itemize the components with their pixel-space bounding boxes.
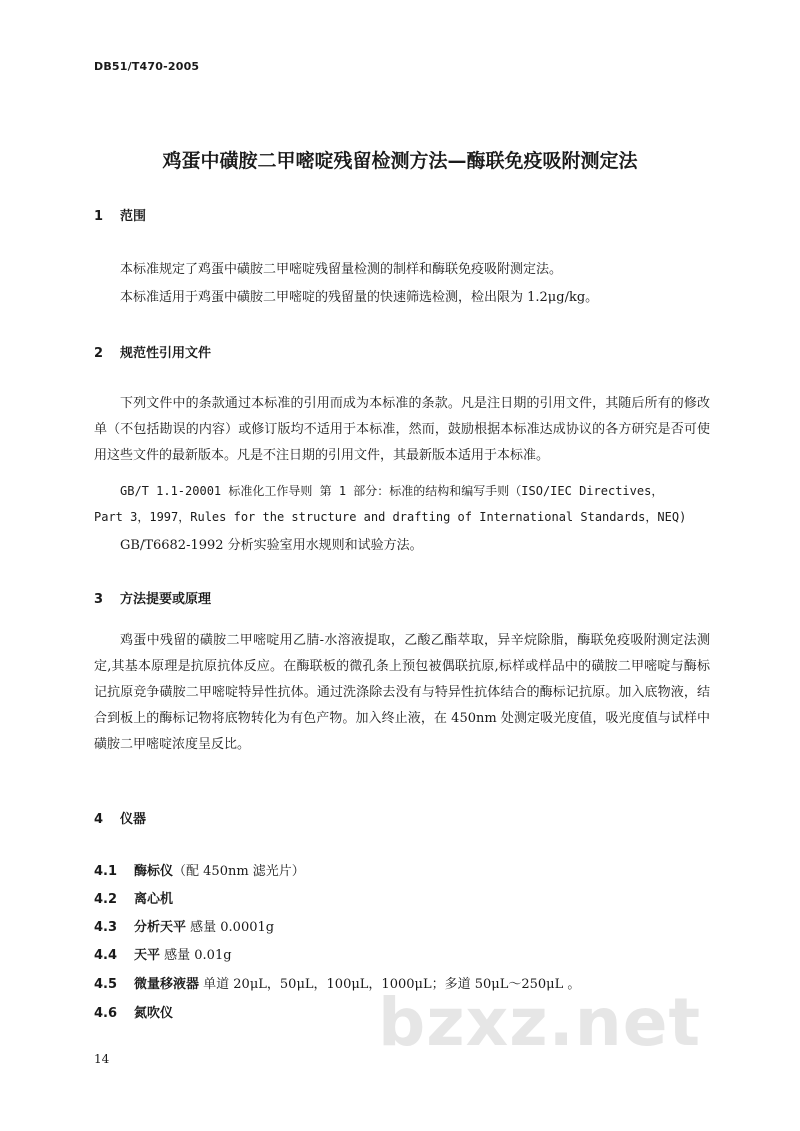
item-number: 4.5 — [94, 977, 118, 992]
page-number: 14 — [94, 1052, 110, 1066]
item-name: 酶标仪 — [134, 864, 174, 879]
section-number: 1 — [94, 209, 104, 224]
item-number: 4.1 — [94, 864, 118, 879]
reference-line: Part 3，1997，Rules for the structure and drafting of International Standards，NEQ) — [94, 510, 687, 524]
item-number: 4.4 — [94, 948, 118, 963]
reference-line: GB/T 1.1-20001 标准化工作导则 第 1 部分：标准的结构和编写手则（ISO/IEC Directives， — [120, 484, 664, 498]
watermark: bzxz.net — [378, 984, 702, 1061]
paragraph: 下列文件中的条款通过本标准的引用而成为本标准的条款。凡是注日期的引用文件，其随后所有的修改单（不包括勘误的内容）或修订版均不适用于本标准，然而，鼓励根据本标准达成协议的各方研究是否可使用这些文件的最新版本。凡是不注日期的引用文件，其最新版本适用于本标准。 — [94, 396, 710, 463]
instrument-item — [94, 944, 232, 963]
section-heading-instruments — [94, 808, 146, 827]
item-description: （配 450nm 滤光片） — [173, 864, 305, 879]
instrument-item — [94, 860, 305, 879]
item-name: 氮吹仪 — [134, 1006, 174, 1021]
section-title: 范围 — [120, 209, 147, 224]
document-title: 鸡蛋中磺胺二甲嘧啶残留检测方法—酶联免疫吸附测定法 — [162, 150, 638, 172]
item-description: 感量 0.01g — [160, 948, 232, 963]
item-name: 离心机 — [134, 892, 174, 907]
section-number: 2 — [94, 346, 104, 361]
paragraph: 本标准规定了鸡蛋中磺胺二甲嘧啶残留量检测的制样和酶联免疫吸附测定法。 — [120, 262, 563, 277]
section-title: 仪器 — [120, 812, 147, 827]
section-title: 方法提要或原理 — [120, 592, 212, 607]
instrument-item — [94, 1002, 173, 1021]
reference-line: GB/T6682-1992 分析实验室用水规则和试验方法。 — [120, 538, 423, 553]
section-number: 3 — [94, 592, 104, 607]
section-title: 规范性引用文件 — [120, 346, 212, 361]
instrument-item — [94, 916, 274, 935]
paragraph: 本标准适用于鸡蛋中磺胺二甲嘧啶的残留量的快速筛选检测，检出限为 1.2μg/kg。 — [120, 290, 599, 305]
section-heading-principle — [94, 588, 211, 607]
item-name: 分析天平 — [134, 920, 187, 935]
item-number: 4.3 — [94, 920, 118, 935]
paragraph: 鸡蛋中残留的磺胺二甲嘧啶用乙腈-水溶液提取，乙酸乙酯萃取，异辛烷除脂，酶联免疫吸附测定法测定,其基本原理是抗原抗体反应。在酶联板的微孔条上预包被偶联抗原,标样或样品中的磺胺二甲嘧啶与酶标记抗原竞争磺胺二甲嘧啶特异性抗体。通过洗涤除去没有与特异性抗体结合的酶标记抗原。加入底物液，结合到板上的酶标记物将底物转化为有色产物。加入终止液，在 450nm 处测定吸光度值，吸光度值与试样中磺胺二甲嘧啶浓度呈反比。 — [94, 633, 710, 752]
item-description: 感量 0.0001g — [186, 920, 275, 935]
instrument-item — [94, 888, 173, 907]
section-heading-normative-references — [94, 342, 211, 361]
item-number: 4.6 — [94, 1006, 118, 1021]
section-heading-scope — [94, 205, 146, 224]
section-number: 4 — [94, 812, 104, 827]
item-number: 4.2 — [94, 892, 118, 907]
item-name: 微量移液器 — [134, 977, 200, 992]
item-name: 天平 — [134, 948, 161, 963]
item-description: 单道 20μL，50μL，100μL，1000μL；多道 50μL～250μL 。 — [199, 977, 581, 992]
standard-code: DB51/T470-2005 — [94, 60, 200, 73]
